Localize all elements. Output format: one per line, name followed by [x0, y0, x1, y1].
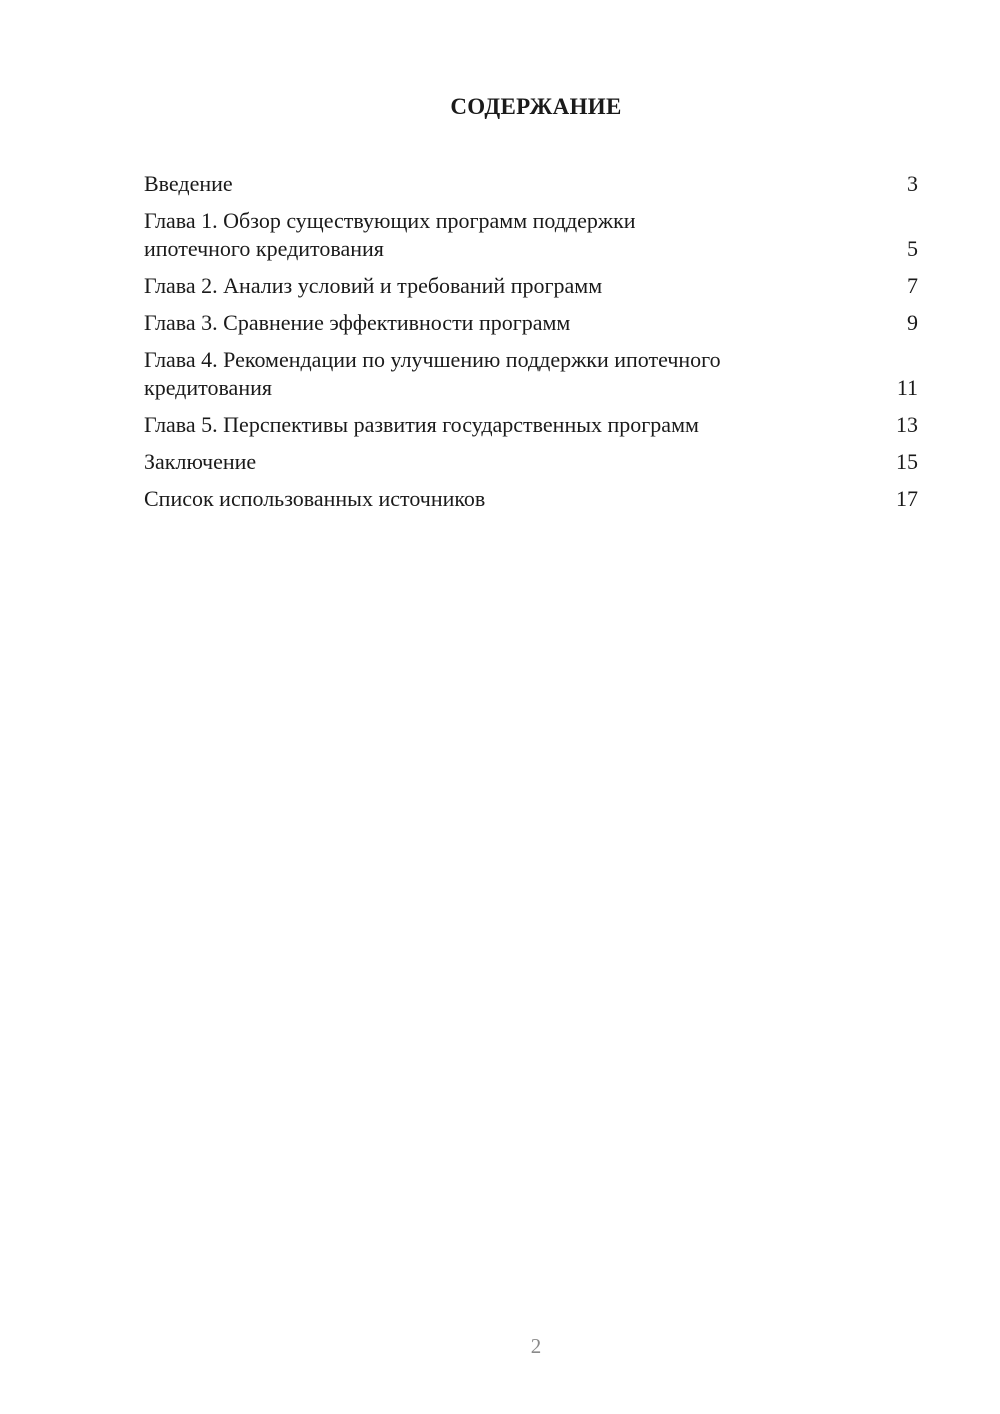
toc-entry-label: Заключение	[144, 449, 257, 474]
toc-entry-label: Список использованных источников	[144, 486, 486, 511]
toc-entry-page: 7	[907, 273, 918, 298]
toc-entry-label: Глава 1. Обзор существующих программ поддержки ипотечного кредитования	[144, 208, 636, 261]
toc-entry-label: Глава 4. Рекомендации по улучшению поддержки ипотечного кредитования	[144, 347, 721, 400]
table-of-contents	[144, 170, 918, 522]
toc-entry-page: 13	[896, 412, 918, 437]
toc-entry-references	[144, 485, 918, 522]
toc-entry-chapter-3	[144, 309, 918, 346]
toc-entry-introduction	[144, 170, 918, 207]
toc-entry-page: 3	[907, 171, 918, 196]
toc-entry-label: Глава 5. Перспективы развития государственных программ	[144, 412, 699, 437]
toc-entry-chapter-5	[144, 411, 918, 448]
toc-entry-label: Глава 3. Сравнение эффективности программ	[144, 310, 571, 335]
page-title: СОДЕРЖАНИЕ	[450, 94, 622, 119]
toc-entry-page: 17	[896, 486, 918, 511]
toc-entry-chapter-1	[144, 207, 918, 272]
toc-entry-page: 11	[896, 375, 918, 400]
toc-entry-label: Глава 2. Анализ условий и требований программ	[144, 273, 603, 298]
toc-entry-label: Введение	[144, 171, 233, 196]
toc-entry-conclusion	[144, 448, 918, 485]
toc-entry-page: 5	[907, 236, 918, 261]
toc-entry-chapter-2	[144, 272, 918, 309]
toc-entry-chapter-4	[144, 346, 918, 411]
toc-entry-page: 9	[907, 310, 918, 335]
toc-entry-page: 15	[896, 449, 918, 474]
page-number: 2	[530, 1334, 542, 1358]
